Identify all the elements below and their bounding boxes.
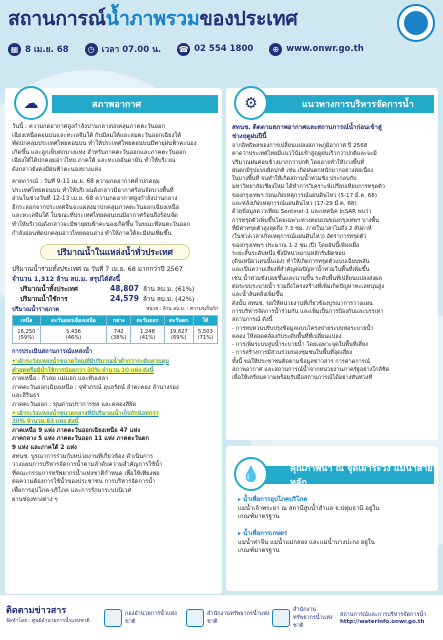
text-line: - การทบทวนปรับปรุงข้อมูลแบบโครงข่ายระบบท่อระบายน้ำ (232, 325, 374, 332)
quality-section-bar (262, 464, 434, 488)
text-line: ระยะสั้นระดับหนึ่ง ซึ่งมีหน่วยงานหลักรับผิดชอบ (232, 250, 346, 257)
text-line: ทำให้บริเวณดังกล่าวจะมีพายุฝนฟ้าคะนองเกิดขึ้น ในขณะที่ลมตะวันออก (12, 221, 191, 228)
table-header: กลาง (107, 316, 131, 326)
onwr-logo (397, 4, 435, 42)
header-info-row (8, 40, 364, 58)
text-line: ช่วงฤดูฝนปีนี้ (232, 132, 267, 140)
text-line: ทั้งนี้ ขอให้ประชาชนติดตามข้อมูลข่าวสาร การคาดการณ์ (232, 358, 370, 365)
row-label: ปริมาณน้ำใช้การ (20, 295, 68, 303)
footer-link-label: สำนักงานทรัพยากรน้ำแห่งชาติ (293, 607, 333, 629)
text-line: เพื่อให้เตรียมความพร้อมรับมือสถานการณ์ได้อย่างทันท่วงที (232, 375, 373, 382)
water-drop-icon: 💧 (234, 457, 268, 491)
page-title (8, 3, 298, 34)
text-line: จำนวน 1,312 ล้าน ลบ.ม. สรุปได้ดังนี้ (12, 275, 121, 283)
table-header: ตะวันตก (164, 316, 193, 326)
weather-forecast (12, 178, 218, 238)
region-table (12, 315, 218, 344)
weather-icon: ☁ (14, 86, 48, 120)
footer-link-nwmc[interactable] (104, 600, 184, 636)
text-line: ที่มีค่าทรุดตัวสูงสุดถึง 7.3 ซม. ภายในเวลาไม่ถึง 2 สัปดาห์ (232, 225, 372, 232)
text-line: จากอิทธิพลของการเปลี่ยนแปลงสภาพภูมิอากาศ ปี 2568 (232, 143, 368, 149)
table-caption: ปริมาณน้ำรายภาค (12, 307, 60, 313)
mgmt-body (232, 142, 434, 383)
usable-row (12, 284, 220, 294)
footer (0, 594, 443, 640)
text-line: ที่คณะกรรมการทรัพยากรน้ำแห่งชาติกำหนด เพื่อให้เพียงพอ (12, 470, 160, 477)
storage-title: ปริมาณน้ำในแหล่งน้ำทั่วประเทศ (40, 244, 190, 260)
row-unit: ล้าน ลบ.ม. (61%) (142, 285, 195, 293)
text-line: ในบางพื้นที่ จนทำให้เกิดสถานน้ำท่วมขัง ประกอบกับ (232, 176, 357, 183)
text-line: วางแผนการบริหารจัดการน้ำตามลำดับความสำคัญการใช้น้ำ (12, 462, 163, 469)
text-line: มหาวิทยาลัยเชียงใหม่ ได้ทำการวิเคราะห์เปรียบเทียบการทรุดตัว (232, 184, 385, 191)
text-line: ภาคตะวันออก : ขุนด่านปราการชล และคลองสียัด (12, 401, 137, 408)
text-line: สทนช. บูรณาการร่วมกับหน่วยงานที่เกี่ยวข้อง ดำเนินการ (12, 453, 153, 460)
text-line: ภาคกลาง 5 แห่ง ภาคตะวันออก 11 แห่ง ภาคตะวันตก (12, 436, 149, 443)
table-cell: 5,503 (71%) (193, 326, 217, 344)
report-date: 8 เม.ย. 68 (25, 45, 69, 55)
row-unit: ล้าน ลบ.ม. (42%) (142, 295, 195, 303)
text-line: ภาคตะวันออกเฉียงเหนือ : จุฬาภรณ์ อุบลรัตน์ ลำตะคอง ลำนางรอง (12, 384, 179, 391)
row-label: ปริมาณน้ำทั้งประเทศ (20, 285, 78, 293)
text-line: สถานการณ์ ดังนี้ (232, 317, 273, 324)
quality-title: คุณภาพน้ำ ณ จุดเฝ้าระวัง แม่น้ำสายหลัก (290, 464, 433, 488)
calendar-icon: ▦ (8, 43, 21, 56)
quality-item-head: ▸ น้ำเพื่อการเกษตร (238, 530, 288, 537)
mgmt-title: แนวทางการบริหารจัดการน้ำ (302, 100, 414, 110)
text-line: เกณฑ์มาตรฐาน (238, 513, 280, 521)
facebook-icon (104, 609, 122, 627)
line-icon (186, 609, 204, 627)
text-line: เฉียงใต้ได้ปกคลุมอ่าวไทย ภาคใต้ และทะเลอันดามัน ทำให้บริเวณ (12, 158, 176, 165)
text-line: ดังนั้น สทนช. ขอให้หน่วยงานที่เกี่ยวข้องบูรณาการวางแผน (232, 300, 373, 307)
table-cell: 742 (38%) (107, 326, 131, 344)
table-header: ใต้ (193, 316, 217, 326)
quality-item-head: ▸ น้ำเพื่อการอุปโภคบริโภค (238, 496, 308, 503)
table-cell: 19,627 (69%) (164, 326, 193, 344)
footer-link-url: http://waterinfo.onwr.go.th (340, 619, 425, 625)
text-line: สทนช. ติดตามสภาพอากาศและสถานการณ์น้ำก่อนเข้าสู่ (232, 124, 382, 131)
mgmt-section-bar (262, 95, 434, 113)
text-line: คาดว่าประเทศไทยมีแนวโน้มเข้าสู่ฤดูฝนเร็วกว่าปกติและจะมี (232, 151, 377, 158)
table-unit: หน่วย : ล้าน ลบ.ม. : ความจุเก็บกัก (146, 307, 218, 312)
web-icon: ⊕ (269, 43, 282, 56)
header (0, 0, 443, 78)
text-line: แม่น้ำท่าจีน แม่น้ำแม่กลอง และแม่น้ำบางปะกง อยู่ใน (238, 538, 375, 546)
footer-link-label: กองอำนวยการน้ำแห่งชาติ (125, 611, 177, 625)
text-line: วันนี้ : ความกดอากาศสูงกำลังปานกลางปกคลุมภาคตะวันออก (12, 124, 166, 130)
footer-link-onwr[interactable] (186, 600, 270, 636)
text-line: ประเทศไทยตอนบน ทำให้บริเวณดังกล่าวมีอากาศร้อนจัดบางพื้นที่ (12, 187, 174, 194)
table-header: ตะวันออก (131, 316, 164, 326)
text-line: (ในช่วงเวลาเกิดเหตุการณ์แผ่นดินไหว) อัตราการทรุดตัว (232, 234, 367, 241)
weather-today (12, 123, 218, 175)
footer-link-label: สำนักงานทรัพยากรน้ำแห่งชาติ (207, 611, 270, 625)
text-line: ภาคเหนือ : กิ่วลม แม่มอก และทับเสลา (12, 376, 109, 383)
text-line: เกิดขึ้น และลูกเห็บตกบางแห่ง สำหรับภาคตะวันออกและภาคตะวันออก (12, 149, 187, 156)
text-line: ด้วยข้อมูลดาวเทียม Sentinel-1 และเทคนิค InSAR พบว่า (232, 209, 372, 216)
table-cell: 16,250 (59%) (13, 326, 41, 344)
footer-link-label: สถานการณ์และการบริหารจัดการน้ำ (340, 612, 427, 618)
footer-credit (6, 603, 98, 625)
text-line: - การเพิ่มระบบสูบน้ำระบายน้ำ โดยเฉพาะจุดในพื้นที่เสี่ยง (232, 342, 368, 349)
text-line: เพื่อการอุปโภค-บริโภค และการรักษาระบบนิเวศ (12, 487, 132, 494)
text-line: ผ่านช่องทางต่าง ๆ (12, 496, 58, 503)
text-line: และเป็นความเสี่ยงที่สำคัญต่อปัญหาน้ำท่วมในพื้นที่เพิ่มขึ้น (232, 267, 370, 274)
text-line: แม่น้ำเจ้าพระยา ณ สถานีสูบน้ำสำแล จ.ปทุมธานี อยู่ใน (238, 504, 380, 512)
table-header: เหนือ (13, 316, 41, 326)
text-line: สภาพอากาศ และสถานการณ์น้ำจากหน่วยงานภาครัฐอย่างใกล้ชิด (232, 367, 390, 374)
table-cell: 5,436 (46%) (40, 326, 106, 344)
text-line: คลอง ให้สอดคล้องกับระดับพื้นที่ที่เปลี่ยนแปลง (232, 333, 342, 340)
row-value: 24,579 (110, 294, 139, 303)
quality-item-consumption (238, 496, 434, 522)
report-time: เวลา 07.00 น. (101, 45, 162, 55)
weather-title: สภาพอากาศ (92, 100, 142, 110)
assessment-head: การประเมินสถานการณ์แหล่งน้ำ (12, 349, 93, 355)
text-line: ดังกล่าวยังคงมีฝนฟ้าคะนองบางแห่ง (12, 166, 102, 173)
text-line: เกณฑ์มาตรฐาน (238, 547, 280, 555)
text-line: ภาคเหนือ 9 แห่ง ภาคตะวันออกเฉียงเหนือ 47 แห่ง (12, 427, 141, 434)
text-line: คาดการณ์ : วันที่ 9-11 เม.ย. 68 ความกดอากาศต่ำปกคลุม (12, 179, 160, 185)
water-management-icon: ⚙ (234, 86, 268, 120)
title-part: ของประเทศ (199, 7, 298, 30)
text-line: - การสร้างการมีส่วนร่วมของชุมชนในพื้นที่จุดเสี่ยง (232, 350, 353, 357)
text-line: อีกระลอกจากประเทศจีนจะแผ่ลงมาปกคลุมภาคตะวันออกเฉียงเหนือ (12, 204, 180, 211)
text-line: และหลังเกิดเหตุการณ์แผ่นดินไหว (17-29 มี.ค. 68) (232, 201, 357, 208)
text-line: กำลังอ่อนพัดปกคลุมอ่าวไทยตอนล่าง ทำให้ภาคใต้จะมีฝนเพิ่มขึ้น (12, 230, 172, 237)
footer-link-waterinfo[interactable] (340, 600, 440, 636)
highlight-line: • เฝ้าระวังแหล่งน้ำขนาดใหญ่ที่มีปริมาณน้ำต่ำกว่าระดับควบคุม (12, 359, 170, 365)
title-part: สถานการณ์ (8, 7, 106, 30)
text-line: ของกรุงเทพฯ ก่อนเกิดเหตุการณ์แผ่นดินไหว (5-17 มี.ค. 68) (232, 192, 378, 199)
text-line: 9 แห่ง และภาคใต้ 2 แห่ง (12, 444, 77, 451)
website-link[interactable]: www.onwr.go.th (286, 44, 364, 54)
text-line: และทะเลจีนใต้ ในขณะที่ประเทศไทยตอนบนมีอากาศร้อนถึงร้อนจัด (12, 213, 178, 220)
text-line: และสิรินธร (12, 393, 40, 400)
text-line: พัดปกคลุมประเทศไทยตอนบน ทำให้ประเทศไทยตอนบนมีพายุฝนฟ้าคะนอง (12, 141, 197, 148)
clock-icon: ◷ (85, 43, 98, 56)
text-line: เฉียงเหนือตอนบนและทะเลจีนใต้ กับมีลมใต้และลมตะวันออกเฉียงใต้ (12, 132, 181, 139)
title-part-highlight: น้ำภาพรวม (105, 7, 200, 30)
highlight-line: 30% จำนวน 83 แห่ง ดังนี้ (12, 419, 79, 426)
phone-number: 02 554 1800 (194, 44, 254, 54)
phone-icon: ☎ (178, 44, 189, 54)
quality-item-agriculture (238, 530, 434, 556)
text-line: เช่น น้ำท่วมขังบ่อยขึ้นและนานขึ้น ระดับพื้นที่เปลี่ยนแปลงส่งผล (232, 275, 382, 282)
text-line: และน้ำล้นตลิ่งเพิ่มขึ้น (232, 292, 283, 299)
footer-link-onwr-2[interactable] (272, 600, 338, 636)
text-line: ของกรุงเทพฯ ประมาณ 1-2 ซม./ปี) โดยอันนี้เพียงเผื่อ (232, 242, 360, 249)
news-subtitle: จัดทำโดย : ศูนย์อำนวยการน้ำแห่งชาติ (6, 618, 90, 624)
text-line: การบริหารจัดการน้ำร่วมกัน และเพิ่มเป็นการป้องกันและบรรเทา (232, 308, 384, 315)
table-cell: 1,248 (41%) (131, 326, 164, 344)
text-line: ปริมาณฝนค่อนข้างมากกว่าปกติ โดยอาจทำให้บางพื้นที่ (232, 159, 365, 166)
text-line: ต่อความต้องการใช้น้ำของประชาชน การบริหารจัดการน้ำ (12, 479, 156, 486)
highlight-line: ต่ำสุดหรือมีน้ำใช้การน้อยกว่า 30% จำนวน 10 แห่ง ดังนี้ (12, 367, 154, 374)
mgmt-headline (232, 124, 434, 141)
text-line: ส่วนในช่วงวันที่ 12-13 เม.ย. 68 ความกดอากาศสูงกำลังปานกลาง (12, 196, 178, 203)
text-line: ฝนตกมีรูปแบบผิดปกติ เช่น เกิดฝนตกหนักมากอย่างต่อเนื่อง (232, 167, 374, 174)
youtube-icon (272, 609, 290, 627)
usable-row (12, 294, 220, 304)
news-title: ติดตามข่าวสาร (6, 606, 67, 616)
assessment-body (12, 358, 218, 504)
table-header: ตะวันออกเฉียงเหนือ (40, 316, 106, 326)
text-line: (ดินเหนียวเด่นนั้นเอง) ทำให้เกิดการทรุดตัวแบบเฉียบพลัน (232, 259, 370, 266)
text-line: ปริมาณน้ำรวมทั้งประเทศ ณ วันที่ 7 เม.ย. 68 มากกว่าปี 2567 (12, 265, 183, 273)
highlight-line: • เฝ้าระวังแหล่งน้ำขนาดกลางที่มีปริมาณน้ำเก็บกักน้อยกว่า (12, 410, 159, 417)
row-value: 48,807 (110, 284, 139, 293)
text-line: ต่อระบบระบายน้ำ รวมถึงโครงสร้างที่เพิ่มเกิดปัญหาทะเลหนุนสูง (232, 284, 385, 291)
weather-section-bar (52, 95, 218, 113)
text-line: การทรุดตัวเพิ่มขึ้นโดยเฉพาะทางตอนบนของกรุงเทพฯ บางพื้น (232, 217, 379, 224)
storage-summary (12, 264, 220, 304)
